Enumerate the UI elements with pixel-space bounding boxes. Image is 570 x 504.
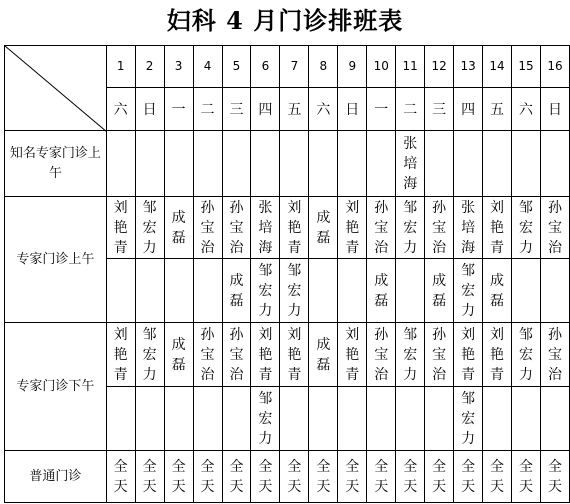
expert-pm-doctor-cell [454,323,483,387]
expert-pm-doctor-2-cell [222,387,251,451]
famous-doctor-cell [164,131,193,197]
famous-doctor-cell [222,131,251,197]
expert-pm-doctor-2-cell [135,387,164,451]
weekday-text: 一 [374,102,389,118]
day-number-text: 3 [174,59,183,73]
expert-pm-doctor-cell [193,323,222,387]
expert-pm-doctor-text: 孙宝治 [374,326,389,383]
expert-am-doctor-cell [540,197,569,259]
expert-am-doctor-cell [396,197,425,259]
weekday-cell [454,88,483,131]
weekday-text: 四 [461,102,476,118]
day-number-text: 1 [116,59,125,73]
day-number-text: 5 [232,59,241,73]
general-clinic-text: 全天 [461,458,476,495]
day-number-cell [251,46,280,88]
famous-doctor-cell [425,131,454,197]
expert-am-doctor-cell [483,197,512,259]
weekday-cell [106,88,135,131]
general-clinic-cell [309,451,338,503]
page-title: 妇科 4 月门诊排班表 [166,6,404,35]
expert-am-doctor-2-cell [222,259,251,323]
expert-pm-doctor-2-cell [483,387,512,451]
famous-doctor-cell [396,131,425,197]
expert-pm-doctor-cell [309,323,338,387]
general-clinic-text: 全天 [403,458,418,495]
expert-pm-doctor-2-cell [540,387,569,451]
day-number-text: 8 [319,59,328,73]
expert-am-doctor-text: 邹宏力 [519,199,533,256]
day-number-cell [280,46,309,88]
expert-pm-doctor-text: 刘艳青 [490,326,505,383]
famous-doctor-cell [135,131,164,197]
expert-pm-doctor-text: 刘艳青 [287,326,302,383]
weekday-cell [396,88,425,131]
expert-am-doctor-text: 邹宏力 [142,199,157,256]
weekday-cell [193,88,222,131]
day-number-cell [106,46,135,88]
day-number-text: 12 [431,59,447,73]
general-clinic-text: 全天 [490,458,505,495]
expert-am-doctor-cell [367,197,396,259]
day-number-cell [512,46,541,88]
weekday-text: 五 [490,102,505,118]
day-number-text: 11 [402,59,418,73]
general-clinic-text: 全天 [519,458,533,495]
weekday-cell [164,88,193,131]
day-number-text: 13 [460,59,476,73]
general-clinic-cell [164,451,193,503]
weekday-text: 四 [258,102,273,118]
general-clinic-text: 全天 [171,458,186,495]
general-clinic-text: 全天 [142,458,157,495]
expert-am-doctor-2-cell [483,259,512,323]
general-clinic-text: 全天 [432,458,447,495]
corner-header-cell [5,46,107,131]
famous-doctor-cell [512,131,541,197]
expert-am-doctor-2-text: 成磊 [432,272,447,309]
weekday-text: 五 [287,102,302,118]
expert-pm-doctor-cell [396,323,425,387]
expert-am-doctor-2-cell [425,259,454,323]
weekday-text: 一 [171,102,186,118]
general-clinic-cell [106,451,135,503]
expert-am-doctor-cell [309,197,338,259]
expert-pm-doctor-cell [280,323,309,387]
expert-pm-doctor-2-text: 邹宏力 [258,390,273,447]
day-number-cell [338,46,367,88]
weekday-cell [540,88,569,131]
general-clinic-cell [483,451,512,503]
general-clinic-cell [280,451,309,503]
weekday-cell [483,88,512,131]
day-number-cell [222,46,251,88]
expert-am-doctor-cell [425,197,454,259]
weekday-cell [251,88,280,131]
day-number-cell [193,46,222,88]
famous-doctor-cell [251,131,280,197]
expert-am-doctor-2-cell [309,259,338,323]
expert-pm-doctor-2-cell [309,387,338,451]
expert-pm-doctor-2-cell [425,387,454,451]
expert-pm-doctor-2-cell [251,387,280,451]
expert-am-doctor-2-text: 邹宏力 [258,262,273,319]
expert-am-doctor-text: 刘艳青 [345,199,360,256]
famous-doctor-cell [540,131,569,197]
day-number-cell [164,46,193,88]
expert-am-doctor-2-text: 成磊 [374,272,389,309]
schedule-table [4,45,570,503]
expert-pm-doctor-2-cell [367,387,396,451]
expert-am-doctor-text: 成磊 [171,209,186,246]
day-number-text: 15 [518,59,534,73]
day-number-text: 6 [261,59,270,73]
expert-pm-doctor-2-cell [338,387,367,451]
famous-doctor-cell [309,131,338,197]
weekday-text: 日 [345,102,360,118]
expert-pm-doctor-2-cell [454,387,483,451]
expert-am-doctor-2-text: 邹宏力 [287,262,302,319]
expert-am-doctor-2-cell [280,259,309,323]
expert-pm-doctor-cell [540,323,569,387]
famous-doctor-cell [483,131,512,197]
expert-am-doctor-2-cell [164,259,193,323]
famous-doctor-cell [338,131,367,197]
famous-doctor-cell [280,131,309,197]
general-clinic-cell [454,451,483,503]
expert-am-doctor-2-cell [338,259,367,323]
expert-am-doctor-text: 刘艳青 [490,199,505,256]
general-clinic-cell [540,451,569,503]
expert-am-doctor-cell [222,197,251,259]
expert-am-doctor-text: 孙宝治 [547,199,562,256]
expert-pm-doctor-2-text: 邹宏力 [461,390,476,447]
expert-pm-doctor-text: 邹宏力 [519,326,533,383]
day-number-cell [454,46,483,88]
expert-pm-doctor-cell [251,323,280,387]
weekday-cell [512,88,541,131]
weekday-text: 三 [229,102,244,118]
general-clinic-text: 全天 [258,458,273,495]
expert-am-doctor-text: 张培海 [461,199,476,256]
day-number-text: 9 [348,59,357,73]
general-clinic-cell [338,451,367,503]
expert-am-doctor-2-cell [193,259,222,323]
weekday-text: 日 [547,102,562,118]
expert-am-doctor-text: 成磊 [316,209,331,246]
day-number-text: 7 [290,59,299,73]
expert-pm-doctor-2-cell [512,387,541,451]
row-label-general: 普通门诊 [5,451,107,503]
expert-am-doctor-2-cell [367,259,396,323]
expert-pm-doctor-cell [512,323,541,387]
expert-pm-doctor-text: 成磊 [316,336,331,373]
famous-doctor-cell [193,131,222,197]
expert-am-doctor-cell [106,197,135,259]
general-clinic-text: 全天 [374,458,389,495]
weekday-cell [309,88,338,131]
weekday-text: 六 [316,102,331,118]
weekday-cell [367,88,396,131]
day-number-cell [483,46,512,88]
expert-am-doctor-text: 孙宝治 [432,199,447,256]
expert-am-doctor-cell [164,197,193,259]
expert-pm-doctor-text: 孙宝治 [547,326,562,383]
expert-pm-doctor-text: 刘艳青 [345,326,360,383]
expert-am-doctor-2-cell [540,259,569,323]
row-label-famous-am: 知名专家门诊上午 [5,131,107,197]
day-number-cell [396,46,425,88]
famous-doctor-cell [454,131,483,197]
expert-am-doctor-text: 张培海 [258,199,273,256]
row-label-expert-pm: 专家门诊下午 [5,323,107,451]
day-number-text: 10 [373,59,389,73]
expert-pm-doctor-cell [425,323,454,387]
expert-am-doctor-cell [251,197,280,259]
expert-pm-doctor-text: 刘艳青 [113,326,128,383]
expert-pm-doctor-text: 刘艳青 [258,326,273,383]
expert-am-doctor-2-cell [251,259,280,323]
expert-pm-doctor-2-cell [106,387,135,451]
expert-pm-doctor-text: 邹宏力 [142,326,157,383]
weekday-text: 六 [519,102,533,118]
general-clinic-text: 全天 [113,458,128,495]
expert-pm-doctor-cell [106,323,135,387]
weekday-cell [338,88,367,131]
general-clinic-cell [425,451,454,503]
expert-pm-doctor-text: 孙宝治 [200,326,215,383]
day-number-text: 16 [547,59,563,73]
day-number-text: 2 [145,59,154,73]
expert-am-doctor-cell [338,197,367,259]
expert-am-doctor-cell [193,197,222,259]
expert-am-doctor-text: 孙宝治 [374,199,389,256]
famous-doctor-text: 张培海 [403,135,418,192]
expert-am-doctor-2-cell [454,259,483,323]
expert-pm-doctor-text: 成磊 [171,336,186,373]
expert-am-doctor-2-text: 成磊 [229,272,244,309]
general-clinic-cell [367,451,396,503]
expert-pm-doctor-2-cell [396,387,425,451]
general-clinic-text: 全天 [345,458,360,495]
day-number-text: 14 [489,59,505,73]
expert-pm-doctor-cell [222,323,251,387]
expert-am-doctor-2-text: 邹宏力 [461,262,476,319]
row-label-expert-am: 专家门诊上午 [5,197,107,323]
expert-pm-doctor-text: 孙宝治 [432,326,447,383]
expert-am-doctor-text: 孙宝治 [229,199,244,256]
weekday-cell [135,88,164,131]
expert-am-doctor-text: 刘艳青 [287,199,302,256]
expert-pm-doctor-cell [135,323,164,387]
expert-pm-doctor-text: 刘艳青 [461,326,476,383]
general-clinic-text: 全天 [229,458,244,495]
day-number-cell [425,46,454,88]
general-clinic-cell [251,451,280,503]
expert-pm-doctor-2-cell [280,387,309,451]
day-number-text: 4 [203,59,212,73]
weekday-text: 三 [432,102,447,118]
weekday-cell [280,88,309,131]
expert-am-doctor-2-cell [396,259,425,323]
general-clinic-text: 全天 [316,458,331,495]
general-clinic-cell [396,451,425,503]
expert-pm-doctor-2-cell [193,387,222,451]
weekday-cell [425,88,454,131]
expert-am-doctor-cell [280,197,309,259]
general-clinic-cell [193,451,222,503]
expert-pm-doctor-text: 邹宏力 [403,326,418,383]
weekday-text: 六 [113,102,128,118]
day-number-cell [367,46,396,88]
expert-am-doctor-2-cell [512,259,541,323]
famous-doctor-cell [106,131,135,197]
expert-pm-doctor-cell [367,323,396,387]
weekday-cell [222,88,251,131]
expert-am-doctor-2-cell [106,259,135,323]
expert-am-doctor-text: 刘艳青 [113,199,128,256]
expert-pm-doctor-cell [338,323,367,387]
general-clinic-cell [512,451,541,503]
expert-am-doctor-cell [135,197,164,259]
general-clinic-cell [222,451,251,503]
general-clinic-text: 全天 [287,458,302,495]
expert-pm-doctor-2-cell [164,387,193,451]
famous-doctor-cell [367,131,396,197]
expert-am-doctor-2-cell [135,259,164,323]
day-number-cell [540,46,569,88]
expert-am-doctor-text: 邹宏力 [403,199,418,256]
expert-pm-doctor-cell [164,323,193,387]
expert-am-doctor-2-text: 成磊 [490,272,505,309]
weekday-text: 二 [403,102,418,118]
general-clinic-text: 全天 [200,458,215,495]
expert-am-doctor-text: 孙宝治 [200,199,215,256]
general-clinic-text: 全天 [547,458,562,495]
day-number-cell [309,46,338,88]
diagonal-line [5,46,107,132]
expert-pm-doctor-text: 孙宝治 [229,326,244,383]
expert-pm-doctor-cell [483,323,512,387]
weekday-text: 二 [200,102,215,118]
general-clinic-cell [135,451,164,503]
day-number-cell [135,46,164,88]
expert-am-doctor-cell [454,197,483,259]
weekday-text: 日 [142,102,157,118]
expert-am-doctor-cell [512,197,541,259]
